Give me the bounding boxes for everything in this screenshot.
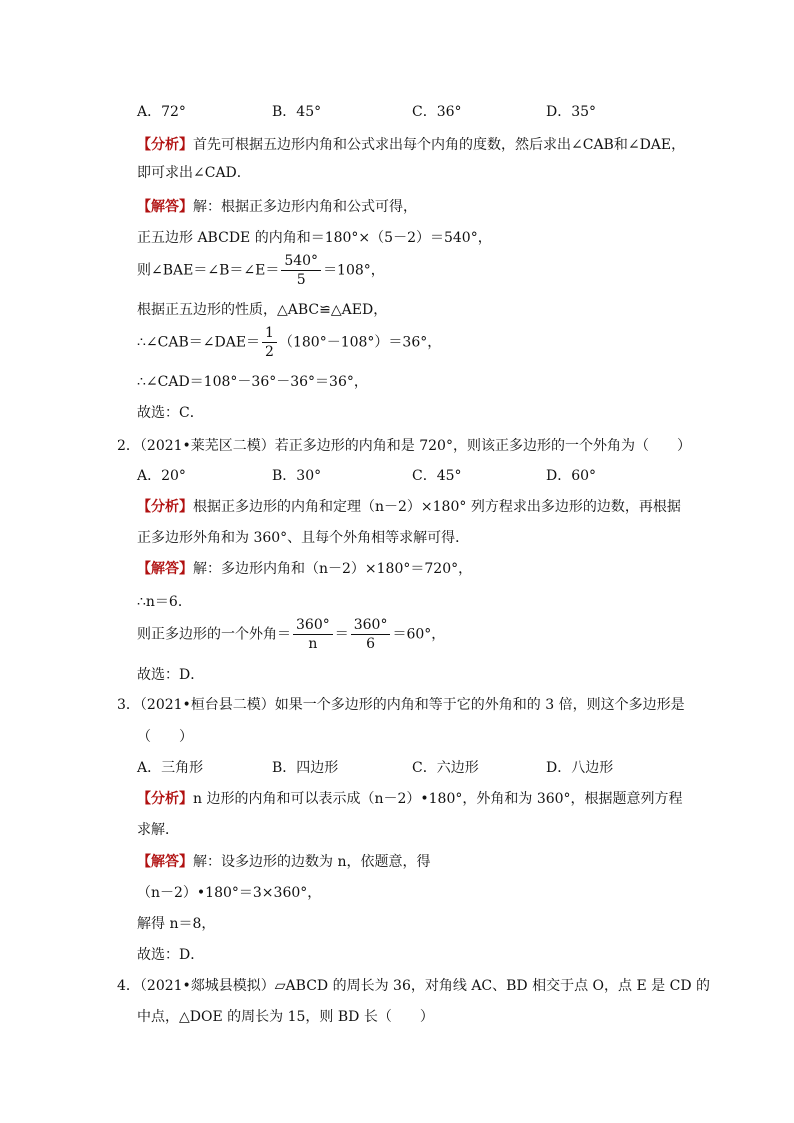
q2-analysis-line2: 正多边形外角和为 360°、且每个外角相等求解可得． [137,530,470,546]
q3-stem-line1: 3．（2021•桓台县二模）如果一个多边形的内角和等于它的外角和的 3 倍，则这个多边形是 [117,697,685,713]
q1-answer5-pre: ∴∠CAB＝∠DAE＝ [137,334,261,351]
q3-option-b: B．四边形 [272,760,339,776]
analysis-tag: 【分析】 [137,499,193,515]
q4-stem-line1: 4．（2021•郯城县模拟）▱ABCD 的周长为 36，对角线 AC、BD 相交于点 O，点 E 是 CD 的 [117,978,710,994]
q1-answer-line4: 根据正五边形的性质，△ABC≌△AED， [137,302,388,318]
fraction-numerator: 540° [281,252,321,271]
q3-answer-text1: 解：设多边形的边数为 n，依题意，得 [193,854,431,870]
q1-answer3-pre: 则∠BAE＝∠B＝∠E＝ [137,262,280,279]
answer-tag: 【解答】 [137,561,193,577]
q3-stem-line2: （ ） [137,729,193,745]
q2-option-a: A．20° [137,468,186,484]
q3-answer-line1 [137,852,430,872]
q1-analysis-line1 [137,135,685,155]
q2-option-d: D．60° [546,468,597,484]
q1-answer5-post: （180°－108°）＝36°， [278,334,442,351]
analysis-tag: 【分析】 [137,137,193,153]
q2-answer-line1 [137,559,472,579]
q1-answer-text1: 解：根据正多边形内角和公式可得， [193,199,417,215]
fraction-numerator: 1 [262,324,277,343]
q2-analysis-text1: 根据正多边形的内角和定理（n－2）×180° 列方程求出多边形的边数，再根据 [193,499,681,515]
q3-option-c: C．六边形 [412,760,479,776]
q1-answer-line2: 正五边形 ABCDE 的内角和＝180°×（5－2）＝540°， [137,230,492,246]
fraction [281,252,321,289]
q2-answer3-post: ＝60°， [392,626,446,643]
fraction [351,616,391,653]
q1-answer-line1 [137,197,417,217]
q2-answer-line3 [137,616,445,653]
q2-answer-line4: 故选：D． [137,667,205,683]
q1-answer-line7: 故选：C． [137,405,204,421]
q1-option-c: C．36° [412,104,462,120]
q3-option-d: D．八边形 [546,760,614,776]
q1-analysis-line2: 即可求出∠CAD． [137,165,251,181]
q2-option-b: B．30° [272,468,322,484]
q2-answer-line2: ∴n＝6． [137,594,192,610]
q2-answer3-pre: 则正多边形的一个外角＝ [137,626,291,643]
q1-answer-line6: ∴∠CAD＝108°－36°－36°＝36°， [137,374,368,390]
q1-answer3-post: ＝108°， [323,262,385,279]
fraction [293,616,333,653]
q3-answer-line2: （n－2）•180°＝3×360°， [137,885,322,901]
q1-option-a: A．72° [137,104,186,120]
q2-answer-text1: 解：多边形内角和（n－2）×180°＝720°， [193,561,473,577]
q1-option-b: B．45° [272,104,322,120]
q3-analysis-line2: 求解． [137,822,179,838]
q3-answer-line3: 解得 n＝8， [137,916,216,932]
fraction-denominator: n [308,636,318,652]
q1-answer-line5 [137,324,441,361]
q2-option-c: C．45° [412,468,462,484]
q1-answer-line3 [137,252,385,289]
q1-option-d: D．35° [546,104,597,120]
q1-analysis-text1: 首先可根据五边形内角和公式求出每个内角的度数，然后求出∠CAB和∠DAE， [193,137,686,153]
answer-tag: 【解答】 [137,854,193,870]
q4-stem-line2: 中点，△DOE 的周长为 15，则 BD 长（ ） [137,1009,434,1025]
q3-option-a: A．三角形 [137,760,204,776]
analysis-tag: 【分析】 [137,791,193,807]
fraction-denominator: 5 [296,272,306,288]
q2-analysis-line1 [137,497,681,517]
fraction-denominator: 2 [265,344,274,360]
fraction-denominator: 6 [366,636,376,652]
fraction [262,324,277,361]
answer-tag: 【解答】 [137,199,193,215]
q2-stem: 2．（2021•莱芜区二模）若正多边形的内角和是 720°，则该正多边形的一个外角为（ ） [117,438,691,454]
q3-answer-line4: 故选：D． [137,947,205,963]
fraction-numerator: 360° [351,616,391,635]
fraction-numerator: 360° [293,616,333,635]
q3-analysis-line1 [137,789,683,809]
q2-answer3-mid: ＝ [334,626,349,643]
q3-analysis-text1: n 边形的内角和可以表示成（n－2）•180°，外角和为 360°，根据题意列方程 [193,791,683,807]
